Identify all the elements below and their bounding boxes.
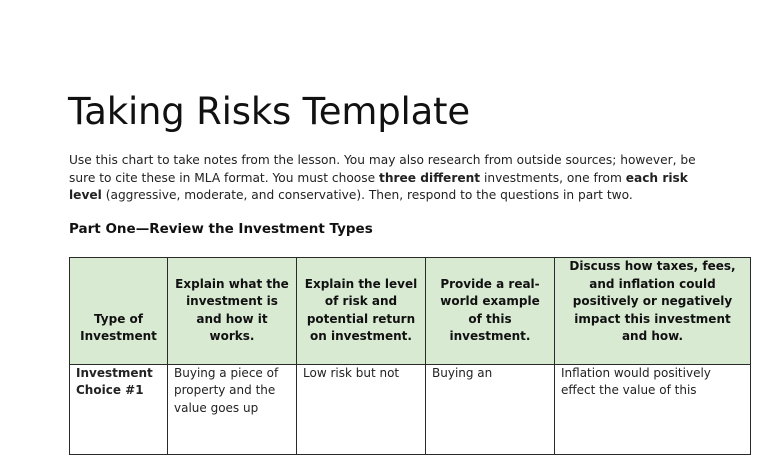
part-one-heading: Part One—Review the Investment Types [69,221,373,237]
investment-table [69,257,751,455]
header-risk-and-return: Explain the level of risk and potential return on investment. [297,258,426,365]
row-label: Investment Choice #1 [70,364,168,454]
intro-text-3: (aggressive, moderate, and conservative). Then, respond to the questions in part two. [101,188,633,202]
table-cell[interactable]: Inflation would positively effect the value of this [555,364,751,454]
document-title: Taking Risks Template [68,90,470,133]
header-explain-investment: Explain what the investment is and how it works. [168,258,297,365]
header-type-of-investment: Type of Investment [70,258,168,365]
intro-text-2: investments, one from [480,170,626,185]
intro-text-1: Use this chart to take notes from the lesson. You may also research from outside sources; however, be sure to cite these in MLA format. You must choose [69,153,696,185]
intro-paragraph [69,152,719,205]
table-cell[interactable]: Buying a piece of property and the value goes up [168,364,297,454]
header-taxes-fees-inflation: Discuss how taxes, fees, and inflation could positively or negatively impact this investment and how. [555,258,751,365]
table-cell[interactable]: Low risk but not [297,364,426,454]
intro-bold-each-risk-level: each risk level [69,170,688,202]
table-cell[interactable]: Buying an [426,364,555,454]
header-real-world-example: Provide a real-world example of this investment. [426,258,555,365]
table-header-row [70,258,751,365]
intro-bold-three-different: three different [379,170,481,185]
